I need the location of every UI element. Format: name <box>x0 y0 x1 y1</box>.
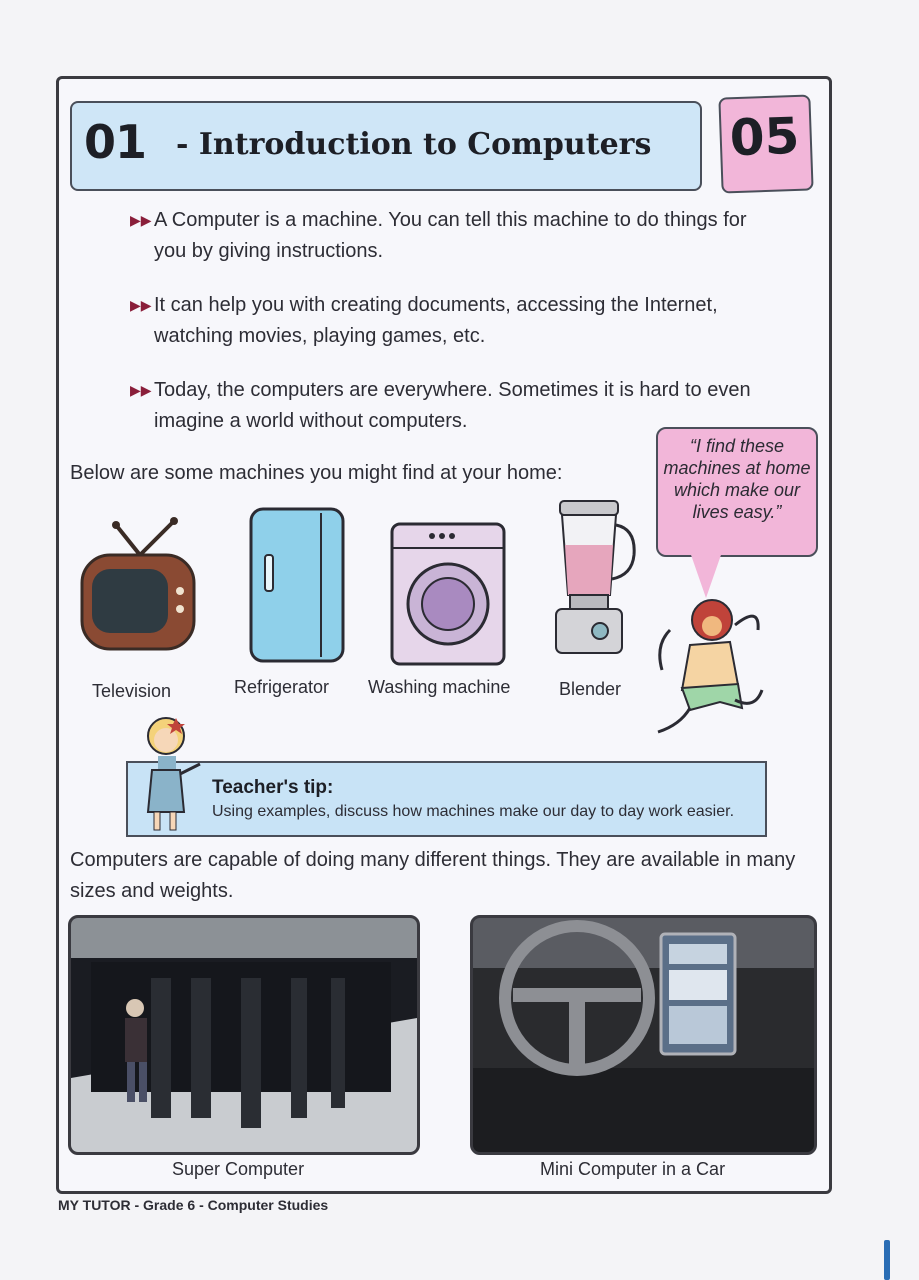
double-arrow-icon: ▶▶ <box>130 382 152 398</box>
teacher-tip-title: Teacher's tip: <box>212 777 334 798</box>
title-banner <box>70 101 702 191</box>
bullet-text: Today, the computers are everywhere. Sometimes it is hard to even imagine a world without computers. <box>154 379 751 432</box>
photo-caption-mini-computer: Mini Computer in a Car <box>540 1159 726 1179</box>
television-icon <box>78 515 202 655</box>
bullet-item <box>130 205 770 267</box>
page-title: - Introduction to Computers <box>176 127 652 162</box>
footer-text: MY TUTOR - Grade 6 - Computer Studies <box>58 1197 329 1213</box>
monkey-illustration-icon <box>650 590 770 740</box>
double-arrow-icon: ▶▶ <box>130 212 152 228</box>
computers-paragraph: Computers are capable of doing many different things. They are available in many sizes and weights. <box>70 849 796 902</box>
speech-bubble <box>656 427 818 557</box>
bullet-text: A Computer is a machine. You can tell this machine to do things for you by giving instructions. <box>154 209 747 262</box>
machine-label-television: Television <box>92 681 172 701</box>
super-computer-photo <box>68 915 420 1155</box>
machine-label-blender: Blender <box>559 679 622 699</box>
machines-intro: Below are some machines you might find at your home: <box>70 462 563 484</box>
machine-label-refrigerator: Refrigerator <box>234 677 330 697</box>
teacher-tip-text: Using examples, discuss how machines make our day to day work easier. <box>212 803 735 820</box>
teacher-tip-box <box>126 761 767 837</box>
double-arrow-icon: ▶▶ <box>130 297 152 313</box>
bullet-item <box>130 290 770 352</box>
page-number: 05 <box>728 106 801 168</box>
washing-machine-icon <box>388 520 508 668</box>
page-number-badge <box>718 94 813 193</box>
blender-icon <box>550 495 640 660</box>
machine-label-washing-machine: Washing machine <box>368 677 511 697</box>
car-computer-photo <box>470 915 817 1155</box>
page-edge-mark <box>884 1240 890 1280</box>
teacher-illustration-icon <box>138 712 204 834</box>
photo-caption-super-computer: Super Computer <box>172 1159 305 1179</box>
bullet-text: It can help you with creating documents, accessing the Internet, watching movies, playing games, etc. <box>154 294 718 347</box>
refrigerator-icon <box>245 505 349 665</box>
speech-bubble-text: “I find these machines at home which make our lives easy.” <box>663 436 811 522</box>
chapter-number: 01 <box>84 115 147 169</box>
